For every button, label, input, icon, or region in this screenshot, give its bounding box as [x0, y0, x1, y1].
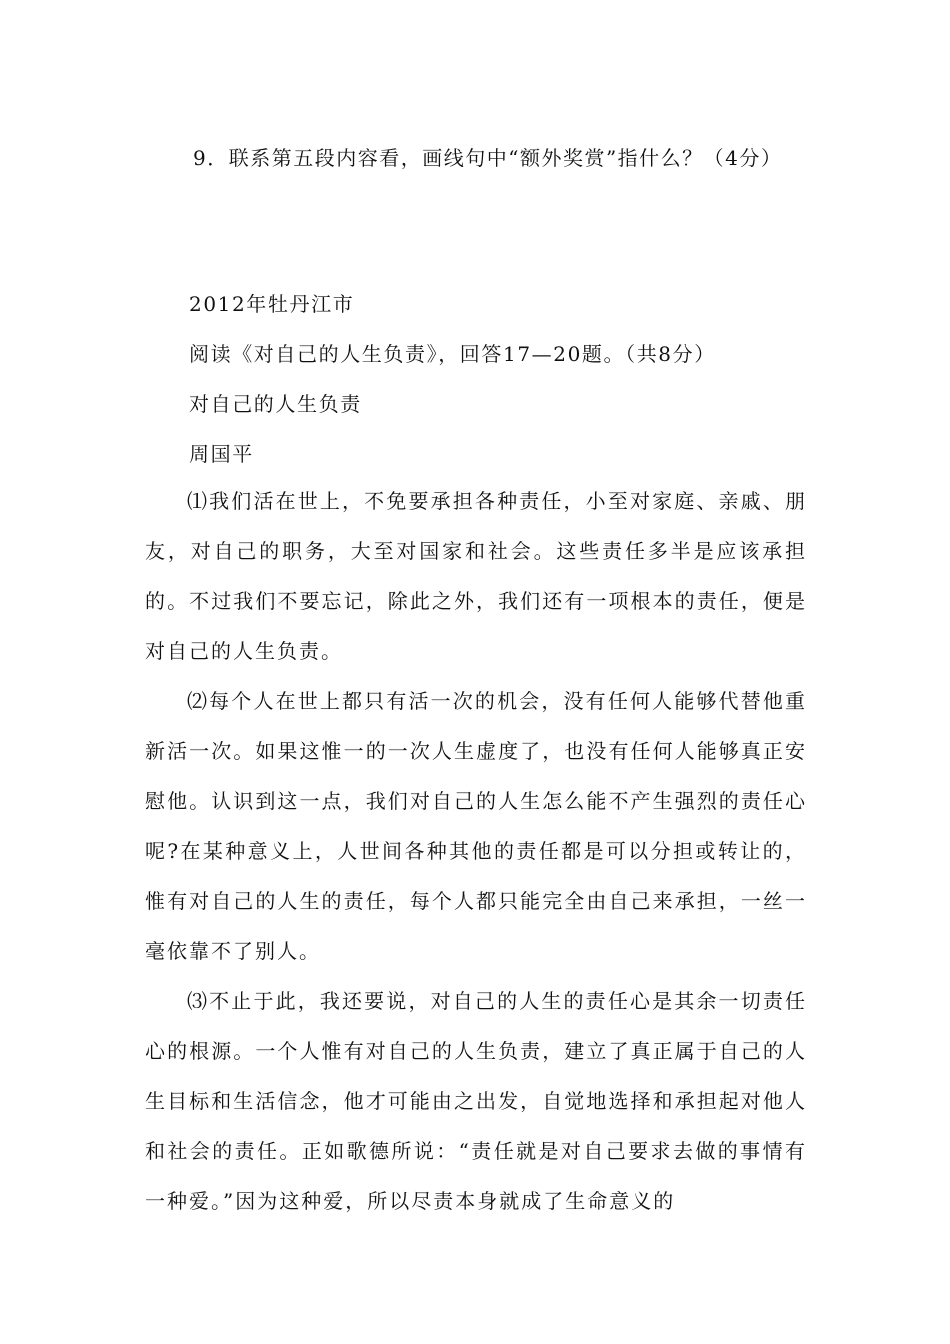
reading-instruction: 阅读《对自己的人生负责》，回答17—20题。（共8分）	[189, 342, 716, 366]
paragraph-3: ⑶不止于此，我还要说，对自己的人生的责任心是其余一切责任心的根源。一个人惟有对自己的人生负责，建立了真正属于自己的人生目标和生活信念，他才可能由之出发，自觉地选择和承担起对他人和社会的责任。正如歌德所说：“责任就是对自己要求去做的事情有一种爱。”因为这种爱，所以尽责本身就成了生命意义的	[145, 989, 807, 1213]
source-year-city: 2012年牡丹江市	[189, 292, 355, 316]
paragraph-2: ⑵每个人在世上都只有活一次的机会，没有任何人能够代替他重新活一次。如果这惟一的一次人生虚度了，也没有任何人能够真正安慰他。认识到这一点，我们对自己的人生怎么能不产生强烈的责任心呢?在某种意义上，人世间各种其他的责任都是可以分担或转让的，惟有对自己的人生的责任，每个人都只能完全由自己来承担，一丝一毫依靠不了别人。	[145, 689, 807, 963]
article-title: 对自己的人生负责	[189, 392, 362, 416]
paragraph-1: ⑴我们活在世上，不免要承担各种责任，小至对家庭、亲戚、朋友，对自己的职务，大至对国家和社会。这些责任多半是应该承担的。不过我们不要忘记，除此之外，我们还有一项根本的责任，便是对自己的人生负责。	[145, 489, 807, 663]
article-author: 周国平	[189, 442, 254, 466]
question-9: 9．联系第五段内容看，画线句中“额外奖赏”指什么？（4分）	[193, 146, 783, 170]
